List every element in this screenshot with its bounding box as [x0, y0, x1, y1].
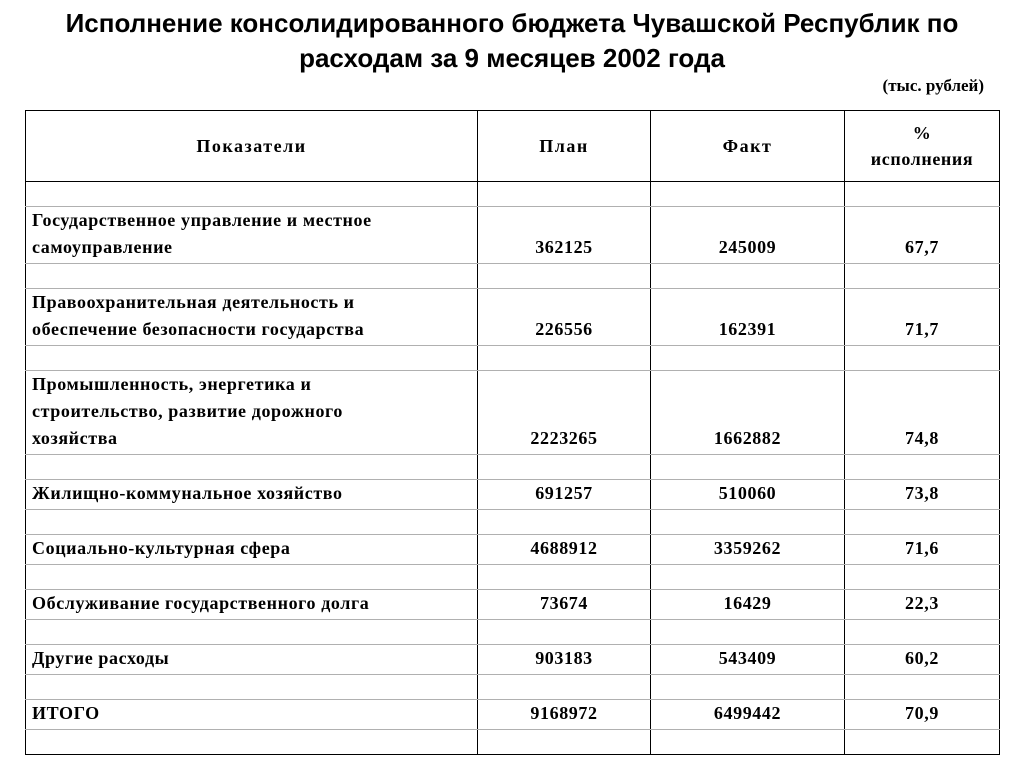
plan-cell: 226556 [478, 289, 651, 346]
fact-cell: 3359262 [651, 535, 845, 565]
table-row [26, 371, 1000, 455]
spacer-cell [651, 510, 845, 535]
spacer-cell [845, 346, 1000, 371]
indicator-label-line: обеспечение безопасности государства [32, 319, 365, 339]
percent-cell: 70,9 [845, 700, 1000, 730]
fact-cell: 6499442 [651, 700, 845, 730]
table-row [26, 289, 1000, 346]
spacer-cell [478, 264, 651, 289]
percent-cell: 74,8 [845, 371, 1000, 455]
indicator-cell [26, 207, 478, 264]
spacer-cell [651, 730, 845, 755]
spacer-cell [478, 620, 651, 645]
fact-cell: 510060 [651, 480, 845, 510]
table-row [26, 207, 1000, 264]
indicator-label-line: самоуправление [32, 237, 173, 257]
unit-note: (тыс. рублей) [882, 76, 984, 95]
spacer-cell [26, 620, 478, 645]
header-percent-label: исполнения [870, 149, 974, 169]
spacer-cell [845, 182, 1000, 207]
indicator-cell [26, 645, 478, 675]
plan-cell: 691257 [478, 480, 651, 510]
table-body [26, 182, 1000, 755]
header-plan: План [478, 111, 651, 182]
header-percent-sign: % [912, 123, 932, 143]
spacer-row [26, 346, 1000, 371]
spacer-row [26, 675, 1000, 700]
title-line-1: Исполнение консолидированного бюджета Чувашской Республик по [65, 8, 959, 38]
spacer-cell [651, 675, 845, 700]
spacer-cell [26, 264, 478, 289]
spacer-cell [651, 346, 845, 371]
percent-cell: 73,8 [845, 480, 1000, 510]
spacer-cell [478, 565, 651, 590]
title-line-2: расходам за 9 месяцев 2002 года [299, 43, 725, 73]
plan-cell: 4688912 [478, 535, 651, 565]
table-row [26, 590, 1000, 620]
spacer-cell [26, 730, 478, 755]
spacer-row [26, 455, 1000, 480]
indicator-label-line: строительство, развитие дорожного [32, 401, 343, 421]
spacer-cell [845, 565, 1000, 590]
indicator-cell [26, 480, 478, 510]
table-row [26, 480, 1000, 510]
percent-cell: 71,7 [845, 289, 1000, 346]
spacer-cell [26, 182, 478, 207]
percent-cell: 67,7 [845, 207, 1000, 264]
spacer-cell [26, 346, 478, 371]
table-row [26, 535, 1000, 565]
indicator-label-line: Другие расходы [32, 648, 170, 668]
spacer-row [26, 565, 1000, 590]
spacer-cell [478, 510, 651, 535]
indicator-label-line: Жилищно-коммунальное хозяйство [32, 483, 343, 503]
header-fact: Факт [651, 111, 845, 182]
table-row [26, 645, 1000, 675]
indicator-label-line: Промышленность, энергетика и [32, 374, 312, 394]
spacer-cell [651, 620, 845, 645]
plan-cell: 73674 [478, 590, 651, 620]
indicator-label-line: ИТОГО [32, 703, 100, 723]
spacer-cell [26, 565, 478, 590]
spacer-cell [26, 455, 478, 480]
spacer-cell [478, 455, 651, 480]
fact-cell: 1662882 [651, 371, 845, 455]
table-row [26, 700, 1000, 730]
spacer-row [26, 510, 1000, 535]
spacer-row [26, 620, 1000, 645]
table-header [26, 111, 1000, 182]
indicator-label-line: Обслуживание государственного долга [32, 593, 370, 613]
spacer-cell [26, 675, 478, 700]
spacer-cell [845, 620, 1000, 645]
spacer-row [26, 730, 1000, 755]
header-percent [845, 111, 1000, 182]
spacer-cell [845, 675, 1000, 700]
spacer-row [26, 182, 1000, 207]
indicator-cell [26, 700, 478, 730]
spacer-cell [478, 730, 651, 755]
page-title [0, 6, 1024, 76]
indicator-cell [26, 590, 478, 620]
spacer-cell [651, 264, 845, 289]
plan-cell: 903183 [478, 645, 651, 675]
plan-cell: 2223265 [478, 371, 651, 455]
budget-table [25, 110, 1000, 755]
spacer-cell [478, 675, 651, 700]
fact-cell: 245009 [651, 207, 845, 264]
spacer-cell [651, 455, 845, 480]
plan-cell: 9168972 [478, 700, 651, 730]
indicator-cell [26, 535, 478, 565]
indicator-label-line: Правоохранительная деятельность и [32, 292, 355, 312]
spacer-cell [845, 510, 1000, 535]
percent-cell: 71,6 [845, 535, 1000, 565]
fact-cell: 543409 [651, 645, 845, 675]
indicator-label-line: Государственное управление и местное [32, 210, 372, 230]
spacer-cell [845, 730, 1000, 755]
spacer-cell [651, 565, 845, 590]
indicator-label-line: хозяйства [32, 428, 118, 448]
spacer-cell [478, 182, 651, 207]
indicator-cell [26, 289, 478, 346]
header-indicator: Показатели [26, 111, 478, 182]
spacer-cell [478, 346, 651, 371]
fact-cell: 162391 [651, 289, 845, 346]
percent-cell: 22,3 [845, 590, 1000, 620]
spacer-cell [26, 510, 478, 535]
indicator-cell [26, 371, 478, 455]
spacer-row [26, 264, 1000, 289]
plan-cell: 362125 [478, 207, 651, 264]
spacer-cell [845, 264, 1000, 289]
fact-cell: 16429 [651, 590, 845, 620]
percent-cell: 60,2 [845, 645, 1000, 675]
spacer-cell [845, 455, 1000, 480]
indicator-label-line: Социально-культурная сфера [32, 538, 291, 558]
spacer-cell [651, 182, 845, 207]
